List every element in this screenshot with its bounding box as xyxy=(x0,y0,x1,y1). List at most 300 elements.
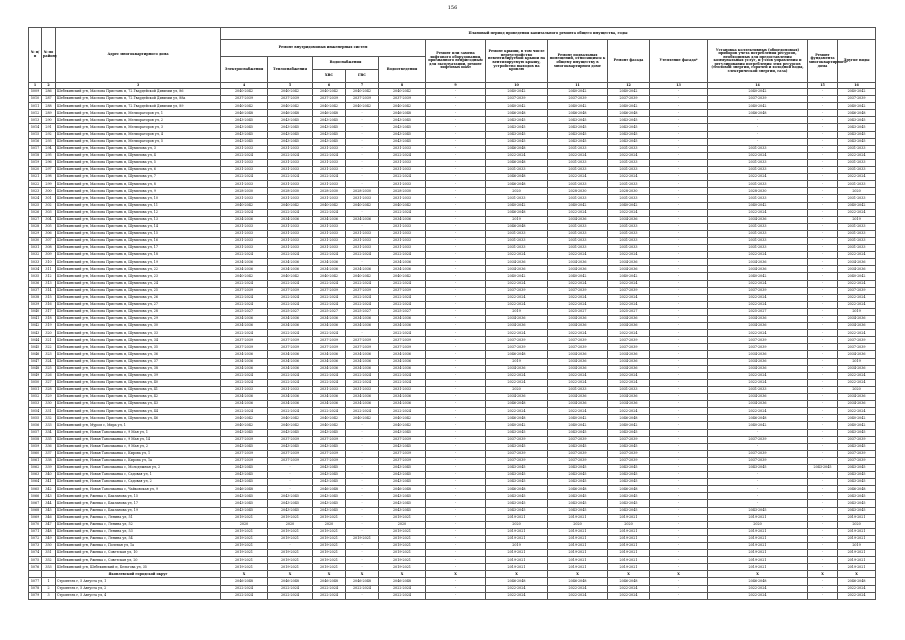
table-cell: - xyxy=(650,259,708,266)
table-cell: 2031-2033 xyxy=(486,195,548,202)
table-row xyxy=(29,543,876,550)
table-cell: - xyxy=(650,365,708,372)
table-cell: 2037-2039 xyxy=(379,287,426,294)
table-cell: 2034-2036 xyxy=(268,351,313,358)
table-cell: 2031-2033 xyxy=(346,195,379,202)
table-cell: - xyxy=(426,450,486,457)
table-cell: 2037-2039 xyxy=(313,337,346,344)
table-cell: - xyxy=(426,422,486,429)
table-cell: 2043-2045 xyxy=(486,507,548,514)
table-cell: Шебекинский р-н, Ржевка с, Ленина ул, 52 xyxy=(56,521,221,528)
table-cell: 2019-2021 xyxy=(608,557,650,564)
table-row xyxy=(29,89,876,96)
table-cell: 2022-2024 xyxy=(708,379,808,386)
table-cell: Шебекинский р-н, Ржевка с, Советская ул, 10 xyxy=(56,550,221,557)
table-cell: - xyxy=(426,223,486,230)
table-cell: 2046-2048 xyxy=(486,110,548,117)
table-cell: 2031-2033 xyxy=(838,223,876,230)
table-row xyxy=(29,124,876,131)
table-cell: 312 xyxy=(42,273,56,280)
table-cell: 293 xyxy=(42,138,56,145)
table-cell: 290 xyxy=(42,117,56,124)
table-cell: 2043-2045 xyxy=(548,464,608,471)
table-cell: 2043-2045 xyxy=(608,131,650,138)
table-cell: Шебекинский р-н, Маслова Пристань п, Шумилова ул, 34 xyxy=(56,337,221,344)
table-cell: 2034-2036 xyxy=(838,394,876,401)
table-cell: 2022-2024 xyxy=(838,585,876,592)
table-cell: Шебекинский р-н, Маслова Пристань п, Шумилова ул, 6 xyxy=(56,167,221,174)
table-cell: 2031-2033 xyxy=(221,159,268,166)
table-row xyxy=(29,152,876,159)
table-cell: 2043-2045 xyxy=(838,443,876,450)
table-cell: 2019-2021 xyxy=(838,528,876,535)
table-cell: 2034-2036 xyxy=(268,216,313,223)
table-cell: - xyxy=(808,230,838,237)
table-cell: 2034-2036 xyxy=(608,365,650,372)
table-cell: 2031-2033 xyxy=(708,145,808,152)
table-cell: 2034-2036 xyxy=(221,351,268,358)
table-cell: 2031-2033 xyxy=(313,167,346,174)
table-cell: - xyxy=(426,358,486,365)
table-cell: - xyxy=(346,167,379,174)
table-cell: 2019-2021 xyxy=(313,528,346,535)
table-cell: 2037-2039 xyxy=(268,457,313,464)
table-row xyxy=(29,159,876,166)
table-cell: 2020 xyxy=(608,521,650,528)
table-cell: - xyxy=(650,330,708,337)
table-cell: 309 xyxy=(42,252,56,259)
table-cell: - xyxy=(426,216,486,223)
table-cell: 2046-2048 xyxy=(313,110,346,117)
table-cell: - xyxy=(650,138,708,145)
table-cell: - xyxy=(346,145,379,152)
table-cell: 2020 xyxy=(838,386,876,393)
table-cell: 2046-2048 xyxy=(486,223,548,230)
table-cell: Шебекинский р-н, Маслова Пристань п, Шумилова ул, 8 xyxy=(56,181,221,188)
table-row xyxy=(29,237,876,244)
table-cell: Шебекинский р-н, Ржевка с, Ленина ул, 54 xyxy=(56,535,221,542)
table-cell: 2037-2039 xyxy=(838,96,876,103)
table-cell: 2034-2036 xyxy=(838,266,876,273)
table-cell: 2034-2036 xyxy=(708,401,808,408)
table-cell: 2022-2024 xyxy=(608,330,650,337)
table-cell: 2028-2030 xyxy=(379,188,426,195)
table-cell: - xyxy=(808,159,838,166)
table-cell: Шебекинский р-н, Маслова Пристань п, Шумилова ул, 35 xyxy=(56,344,221,351)
table-row xyxy=(29,394,876,401)
table-cell: 2022-2024 xyxy=(221,372,268,379)
table-cell: - xyxy=(650,578,708,585)
table-cell: - xyxy=(346,557,379,564)
table-cell: Шебекинский р-н, Маслова Пристань п, Шумилова ул, 44 xyxy=(56,408,221,415)
table-cell: Шебекинский р-н, Ржевка с, Советская ул, 20 xyxy=(56,557,221,564)
table-cell: 2022-2024 xyxy=(313,585,346,592)
table-cell: 321 xyxy=(42,337,56,344)
table-cell: 2037-2039 xyxy=(313,96,346,103)
table-cell: - xyxy=(808,344,838,351)
table-cell: 2046-2048 xyxy=(838,110,876,117)
table-cell: 2031-2033 xyxy=(221,245,268,252)
table-cell: 2034-2036 xyxy=(268,266,313,273)
table-cell: 2031-2033 xyxy=(346,230,379,237)
table-row xyxy=(29,294,876,301)
table-cell: 2037-2039 xyxy=(608,287,650,294)
table-cell: - xyxy=(346,223,379,230)
table-cell: - xyxy=(346,181,379,188)
table-cell: 2037-2039 xyxy=(608,96,650,103)
table-row xyxy=(29,167,876,174)
table-cell: 2022-2024 xyxy=(486,280,548,287)
header-lift: Ремонт или замена лифтового оборудования, признанного непригодным для эксплуатации, ремонт лифтовых шахт xyxy=(426,40,486,83)
table-cell: 2037-2039 xyxy=(313,344,346,351)
table-cell: 2022-2024 xyxy=(268,379,313,386)
table-cell: 5077 xyxy=(29,578,42,585)
table-cell: 2031-2033 xyxy=(379,167,426,174)
table-cell: - xyxy=(426,337,486,344)
table-cell: 2019-2021 xyxy=(486,564,548,571)
table-cell: 2031-2033 xyxy=(379,237,426,244)
table-cell: 5044 xyxy=(29,337,42,344)
table-cell: - xyxy=(808,450,838,457)
table-cell: 2037-2039 xyxy=(379,436,426,443)
table-cell: 2040-2042 xyxy=(548,422,608,429)
section-x: X xyxy=(548,571,608,578)
table-cell: 2043-2045 xyxy=(708,464,808,471)
table-cell: 2022-2024 xyxy=(838,152,876,159)
table-cell: - xyxy=(650,450,708,457)
column-number: 12 xyxy=(608,83,650,89)
table-cell: 2022-2024 xyxy=(548,301,608,308)
table-cell: 2025-2027 xyxy=(379,308,426,315)
table-cell: Строитель г, 5 Августа ул, 1 xyxy=(56,578,221,585)
table-cell: 326 xyxy=(42,372,56,379)
table-cell: 2022-2024 xyxy=(379,585,426,592)
table-cell: 2031-2033 xyxy=(708,195,808,202)
table-cell: 298 xyxy=(42,174,56,181)
table-cell: 2043-2045 xyxy=(486,138,548,145)
table-cell: 2019-2021 xyxy=(486,514,548,521)
table-cell: 2037-2039 xyxy=(221,436,268,443)
table-cell: 2031-2033 xyxy=(268,145,313,152)
table-cell: 2022-2024 xyxy=(379,408,426,415)
table-cell: 2028-2030 xyxy=(221,188,268,195)
table-cell: Шебекинский р-н, Шебекинский п, Бельгова ул, 35 xyxy=(56,564,221,571)
table-cell: 2022-2024 xyxy=(346,372,379,379)
table-cell: Шебекинский р-н, Новая Таволжанка с, 9 Мая ул, 1 xyxy=(56,429,221,436)
table-cell: - xyxy=(650,230,708,237)
table-cell: 2043-2045 xyxy=(608,124,650,131)
table-cell: 2034-2036 xyxy=(313,266,346,273)
table-cell: 2046-2048 xyxy=(708,578,808,585)
table-row xyxy=(29,379,876,386)
table-cell: 2034-2036 xyxy=(379,394,426,401)
table-cell: - xyxy=(650,252,708,259)
table-cell: 2034-2036 xyxy=(548,316,608,323)
table-cell: - xyxy=(708,138,808,145)
table-cell: - xyxy=(426,209,486,216)
table-cell: 5013 xyxy=(29,117,42,124)
table-cell: 2034-2036 xyxy=(379,351,426,358)
table-cell: 2043-2045 xyxy=(268,131,313,138)
table-cell: 2019-2021 xyxy=(548,514,608,521)
table-cell: Шебекинский р-н, Ржевка с, Бакланова ул, 15 xyxy=(56,493,221,500)
table-cell: - xyxy=(426,287,486,294)
table-cell: - xyxy=(426,514,486,521)
table-cell: 5047 xyxy=(29,358,42,365)
table-cell: 2034-2036 xyxy=(346,216,379,223)
table-cell: 2034-2036 xyxy=(548,365,608,372)
table-cell: 2022-2024 xyxy=(708,330,808,337)
table-cell: 2031-2033 xyxy=(379,195,426,202)
table-cell: - xyxy=(650,443,708,450)
table-cell: 2022-2024 xyxy=(313,152,346,159)
table-cell: 2043-2045 xyxy=(313,131,346,138)
table-cell: 2034-2036 xyxy=(221,259,268,266)
table-body-shebekino xyxy=(29,89,876,571)
table-cell: - xyxy=(650,457,708,464)
table-cell: - xyxy=(650,237,708,244)
table-cell: 5009 xyxy=(29,89,42,96)
table-cell: 5042 xyxy=(29,323,42,330)
table-cell: 2043-2045 xyxy=(708,507,808,514)
table-cell: 2034-2036 xyxy=(486,323,548,330)
table-cell: 2043-2045 xyxy=(838,500,876,507)
table-cell: 2040-2042 xyxy=(708,103,808,110)
table-cell: 2022-2024 xyxy=(221,209,268,216)
table-cell: 2043-2045 xyxy=(221,500,268,507)
table-cell: 2034-2036 xyxy=(838,401,876,408)
table-cell: 2031-2033 xyxy=(379,145,426,152)
table-cell: Шебекинский р-н, Новая Таволжанка с, 9 Мая ул, 14 xyxy=(56,436,221,443)
table-cell: 2034-2036 xyxy=(608,316,650,323)
table-row xyxy=(29,209,876,216)
table-cell: - xyxy=(650,152,708,159)
table-cell: 2034-2036 xyxy=(486,394,548,401)
table-cell: 2043-2045 xyxy=(379,500,426,507)
table-cell: Строитель г, 5 Августа ул, 2 xyxy=(56,585,221,592)
table-cell: 2046-2048 xyxy=(379,110,426,117)
table-cell: 287 xyxy=(42,96,56,103)
table-cell: - xyxy=(650,500,708,507)
table-cell: 2022-2024 xyxy=(608,209,650,216)
table-cell: 2037-2039 xyxy=(346,287,379,294)
table-cell: 2043-2045 xyxy=(313,138,346,145)
table-cell: 2046-2048 xyxy=(548,110,608,117)
table-cell: 2046-2048 xyxy=(838,578,876,585)
table-cell: 2022-2024 xyxy=(313,280,346,287)
table-cell: 2034-2036 xyxy=(268,259,313,266)
table-cell: 2043-2045 xyxy=(608,472,650,479)
table-cell: 2037-2039 xyxy=(486,450,548,457)
table-cell: 2022-2024 xyxy=(379,592,426,599)
table-cell: - xyxy=(650,159,708,166)
table-cell: 2037-2039 xyxy=(548,337,608,344)
table-cell: - xyxy=(426,273,486,280)
table-cell: 2022-2024 xyxy=(221,592,268,599)
table-cell: 2019-2021 xyxy=(221,514,268,521)
table-cell: Шебекинский р-н, Маслова Пристань п, Мелиораторов ул, 2 xyxy=(56,117,221,124)
table-cell: - xyxy=(808,138,838,145)
table-cell: 2046-2048 xyxy=(608,486,650,493)
table-cell: - xyxy=(426,181,486,188)
table-cell: 311 xyxy=(42,266,56,273)
table-cell: 2022-2024 xyxy=(708,280,808,287)
table-cell: 2019-2021 xyxy=(221,550,268,557)
table-cell: - xyxy=(808,110,838,117)
table-cell: - xyxy=(426,429,486,436)
table-cell: 2034-2036 xyxy=(548,394,608,401)
table-row xyxy=(29,386,876,393)
table-cell: 2034-2036 xyxy=(379,216,426,223)
table-cell: 2034-2036 xyxy=(608,216,650,223)
table-cell: 2046-2048 xyxy=(608,578,650,585)
table-cell: 2022-2024 xyxy=(268,301,313,308)
section-cell-empty xyxy=(29,571,42,578)
table-cell: 2034-2036 xyxy=(608,358,650,365)
table-cell: 5045 xyxy=(29,344,42,351)
table-cell: 338 xyxy=(42,457,56,464)
table-cell: 2043-2045 xyxy=(548,124,608,131)
table-cell: 2028-2030 xyxy=(708,188,808,195)
table-cell: 2037-2039 xyxy=(268,344,313,351)
table-cell: - xyxy=(650,422,708,429)
table-cell: - xyxy=(426,535,486,542)
table-cell: 5055 xyxy=(29,415,42,422)
table-cell: 2037-2039 xyxy=(608,337,650,344)
header-krysha: Ремонт крыши, в том числе переустройство невентилируемой крыши на вентилируемую крышу, устройство выходов на кровлю xyxy=(486,40,548,83)
table-cell: 5012 xyxy=(29,110,42,117)
table-cell: 2040-2042 xyxy=(838,415,876,422)
table-cell: - xyxy=(650,145,708,152)
table-cell: 2022-2024 xyxy=(268,280,313,287)
table-cell: - xyxy=(426,344,486,351)
table-cell: - xyxy=(650,486,708,493)
table-cell: 2031-2033 xyxy=(268,230,313,237)
table-row xyxy=(29,472,876,479)
table-cell: 2037-2039 xyxy=(268,337,313,344)
table-cell: 3 xyxy=(42,592,56,599)
table-cell: 2043-2045 xyxy=(608,138,650,145)
table-cell: - xyxy=(708,117,808,124)
table-cell: Шебекинский р-н, Маслова Пристань п, Шумилова ул, 22 xyxy=(56,266,221,273)
table-cell: 2022-2024 xyxy=(221,408,268,415)
table-row xyxy=(29,521,876,528)
table-cell: 2020 xyxy=(838,188,876,195)
table-cell: 2031-2033 xyxy=(486,167,548,174)
table-cell: - xyxy=(346,152,379,159)
table-cell: - xyxy=(808,223,838,230)
table-cell: 2028-2030 xyxy=(268,188,313,195)
section-x: X xyxy=(650,571,708,578)
table-cell: 2037-2039 xyxy=(221,96,268,103)
table-cell: 2040-2042 xyxy=(313,103,346,110)
table-cell: 2037-2039 xyxy=(221,457,268,464)
table-cell: 2034-2036 xyxy=(608,323,650,330)
table-cell: 2031-2033 xyxy=(608,159,650,166)
table-cell: 2046-2048 xyxy=(608,110,650,117)
table-cell: 2022-2024 xyxy=(379,280,426,287)
table-cell: 286 xyxy=(42,89,56,96)
table-cell: 2022-2024 xyxy=(486,372,548,379)
table-cell: 2031-2033 xyxy=(313,230,346,237)
table-cell: 2031-2033 xyxy=(838,181,876,188)
table-cell: 2019-2021 xyxy=(838,557,876,564)
table-cell: Шебекинский р-н, Ржевка с, Ленина ул, 53 xyxy=(56,528,221,535)
table-cell: 2043-2045 xyxy=(379,443,426,450)
table-cell: 2031-2033 xyxy=(346,245,379,252)
table-cell: 2031-2033 xyxy=(313,237,346,244)
table-cell: 2034-2036 xyxy=(379,259,426,266)
table-cell: 2037-2039 xyxy=(379,337,426,344)
table-cell: 5059 xyxy=(29,443,42,450)
table-cell: 2040-2042 xyxy=(548,89,608,96)
table-cell: 2022-2024 xyxy=(221,585,268,592)
table-cell: 2046-2048 xyxy=(486,578,548,585)
table-cell: - xyxy=(808,252,838,259)
table-cell: - xyxy=(650,358,708,365)
table-cell: 2037-2039 xyxy=(548,287,608,294)
table-cell: 2031-2033 xyxy=(708,181,808,188)
table-cell: 2043-2045 xyxy=(486,500,548,507)
table-cell: 2025-2027 xyxy=(313,308,346,315)
table-cell: 2040-2042 xyxy=(708,422,808,429)
table-cell: - xyxy=(346,110,379,117)
section-x: X xyxy=(426,571,486,578)
table-cell: 5074 xyxy=(29,550,42,557)
table-cell: - xyxy=(708,429,808,436)
table-cell: 316 xyxy=(42,301,56,308)
table-cell: 2022-2024 xyxy=(313,294,346,301)
table-cell: 2043-2045 xyxy=(548,429,608,436)
table-cell: 2034-2036 xyxy=(346,365,379,372)
table-cell: 2043-2045 xyxy=(221,472,268,479)
table-cell: 2034-2036 xyxy=(313,358,346,365)
table-cell: 5058 xyxy=(29,436,42,443)
table-row xyxy=(29,330,876,337)
table-cell: - xyxy=(426,528,486,535)
table-cell: 2034-2036 xyxy=(346,323,379,330)
table-cell: 2028-2030 xyxy=(346,188,379,195)
table-cell: Шебекинский р-н, Маслова Пристань п, Шумилова ул, 28 xyxy=(56,308,221,315)
table-cell: 2043-2045 xyxy=(313,464,346,471)
table-cell: 2034-2036 xyxy=(708,323,808,330)
table-cell: 2034-2036 xyxy=(379,401,426,408)
table-cell: 2034-2036 xyxy=(313,351,346,358)
table-cell: 2020 xyxy=(838,521,876,528)
table-cell: 5041 xyxy=(29,316,42,323)
table-cell: - xyxy=(346,493,379,500)
table-cell: 2019-2021 xyxy=(708,543,808,550)
table-cell: - xyxy=(426,472,486,479)
table-cell: - xyxy=(426,159,486,166)
table-cell: - xyxy=(346,507,379,514)
column-number: 15 xyxy=(808,83,838,89)
table-cell: 5038 xyxy=(29,294,42,301)
table-cell: 5051 xyxy=(29,386,42,393)
table-cell: - xyxy=(650,479,708,486)
table-cell: - xyxy=(426,486,486,493)
table-row xyxy=(29,450,876,457)
table-cell: 329 xyxy=(42,394,56,401)
table-cell: - xyxy=(426,372,486,379)
table-cell: 2037-2039 xyxy=(486,287,548,294)
table-cell: - xyxy=(808,308,838,315)
table-cell: 2022-2024 xyxy=(346,301,379,308)
table-cell: 2022-2024 xyxy=(346,408,379,415)
table-row xyxy=(29,372,876,379)
table-cell: 5079 xyxy=(29,592,42,599)
table-cell: 2040-2042 xyxy=(838,273,876,280)
